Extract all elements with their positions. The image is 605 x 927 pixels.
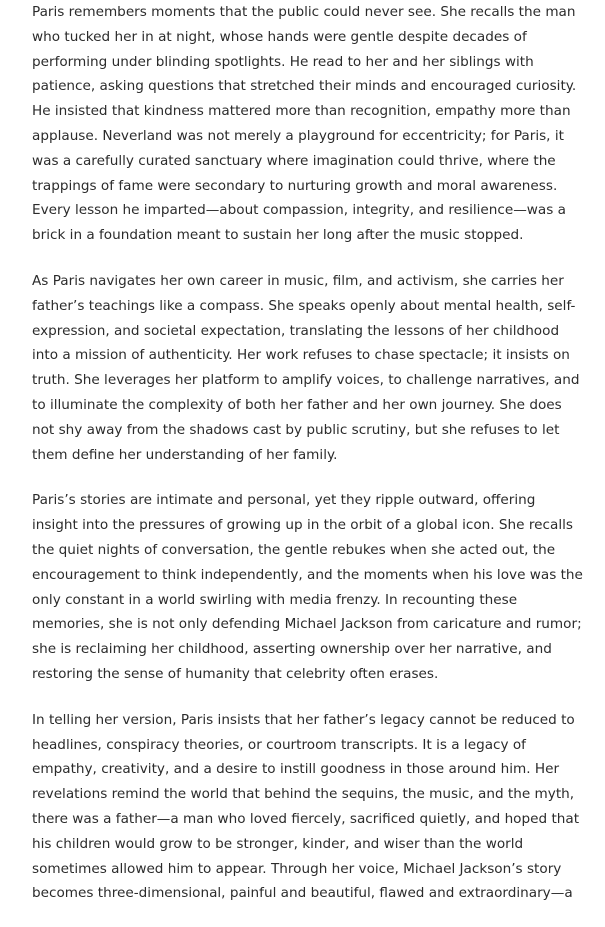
article-body <box>32 0 584 927</box>
paragraph-4: In telling her version, Paris insists that her father’s legacy cannot be reduced to headlines, conspiracy theories, or courtroom transcripts. It is a legacy of empathy, creativity, and a desire to instill goodness in those around him. Her revelations remind the world that behind the sequins, the music, and the myth, there was a father—a man who loved fiercely, sacrificed quietly, and hoped that his children would grow to be stronger, kinder, and wiser than the world sometimes allowed him to appear. Through her voice, Michael Jackson’s story becomes three-dimensional, painful and beautiful, flawed and extraordinary—a <box>32 711 580 902</box>
paragraph-1: Paris remembers moments that the public could never see. She recalls the man who tucked her in at night, whose hands were gentle despite decades of performing under blinding spotlights. He read to her and her siblings with patience, asking questions that stretched their minds and encouraged curiosity. He insisted that kindness mattered more than recognition, empathy more than applause. Neverland was not merely a playground for eccentricity; for Paris, it was a carefully curated sanctuary where imagination could thrive, where the trappings of fame were secondary to nurturing growth and moral awareness. Every lesson he imparted—about compassion, integrity, and resilience—was a brick in a foundation meant to sustain her long after the music stopped. <box>32 4 577 244</box>
paragraph-2: As Paris navigates her own career in music, film, and activism, she carries her father’s teachings like a compass. She speaks openly about mental health, self-expression, and societal expectation, translating the lessons of her childhood into a mission of authenticity. Her work refuses to chase spectacle; it insists on truth. She leverages her platform to amplify voices, to challenge narratives, and to illuminate the complexity of both her father and her own journey. She does not shy away from the shadows cast by public scrutiny, but she refuses to let them define her understanding of her family. <box>32 272 580 463</box>
paragraph-3: Paris’s stories are intimate and personal, yet they ripple outward, offering insight into the pressures of growing up in the orbit of a global icon. She recalls the quiet nights of conversation, the gentle rebukes when she acted out, the encouragement to think independently, and the moments when his love was the only constant in a world swirling with media frenzy. In recounting these memories, she is not only defending Michael Jackson from caricature and rumor; she is reclaiming her childhood, asserting ownership over her narrative, and restoring the sense of humanity that celebrity often erases. <box>32 492 583 682</box>
